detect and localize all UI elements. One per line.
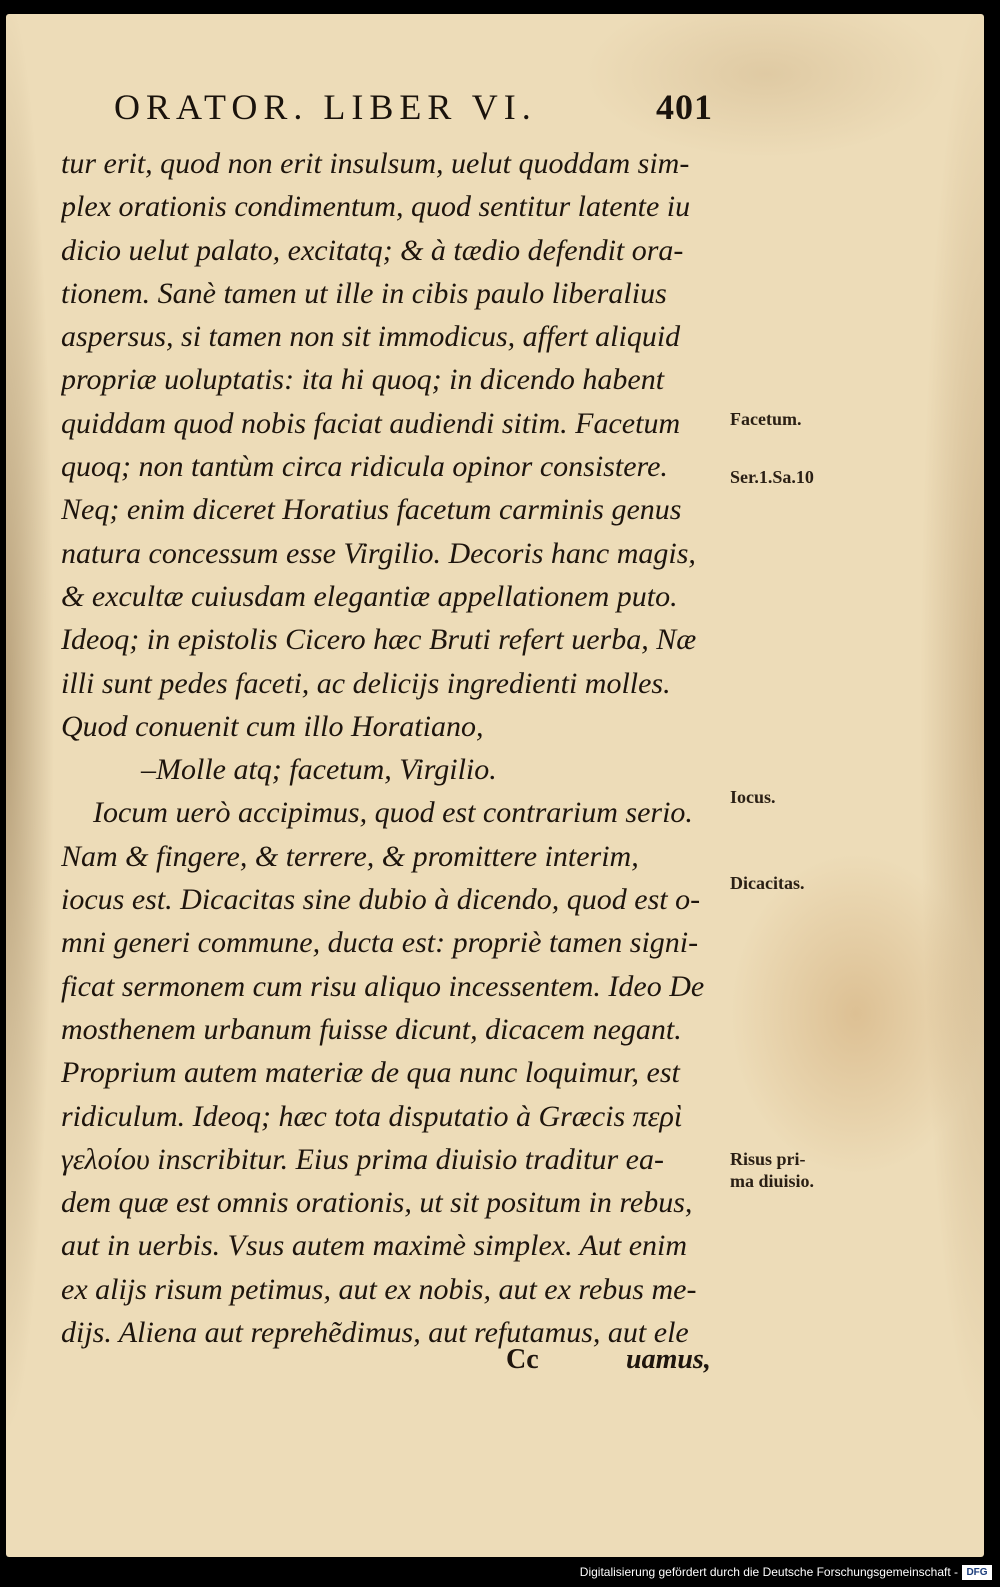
margin-note-dicacitas: Dicacitas. xyxy=(730,873,805,893)
paragraph-start-line: Iocum uerò accipimus, quod est contrarium serio. xyxy=(93,796,693,830)
text-line: illi sunt pedes faceti, ac delicijs ingredienti molles. xyxy=(61,666,671,700)
text-line: γελοίου inscribitur. Eius prima diuisio traditur ea- xyxy=(61,1142,664,1176)
text-line: ridiculum. Ideoq; hæc tota disputatio à Græcis περὶ xyxy=(61,1099,683,1133)
text-line: ficat sermonem cum risu aliquo incessentem. Ideo De xyxy=(61,969,705,1003)
main-text-block xyxy=(61,142,741,1354)
margin-note-iocus: Iocus. xyxy=(730,787,776,807)
dfg-logo: DFG xyxy=(962,1565,992,1580)
text-line: dem quæ est omnis orationis, ut sit positum in rebus, xyxy=(61,1186,693,1220)
text-line: mni generi commune, ducta est: propriè tamen signi- xyxy=(61,926,699,960)
text-line: quoq; non tantùm circa ridicula opinor consistere. xyxy=(61,450,668,484)
margin-note-facetum: Facetum. xyxy=(730,409,802,429)
signature-mark: Cc xyxy=(506,1344,539,1375)
text-line: Proprium autem materiæ de qua nunc loquimur, est xyxy=(61,1056,680,1090)
text-line: quiddam quod nobis faciat audiendi sitim. Facetum xyxy=(61,406,681,440)
margin-note-ser-ref: Ser.1.Sa.10 xyxy=(730,467,814,487)
text-line: aspersus, si tamen non sit immodicus, affert aliquid xyxy=(61,320,681,354)
text-line: natura concessum esse Virgilio. Decoris hanc magis, xyxy=(61,536,696,570)
footer-bar xyxy=(0,1562,1000,1587)
text-line: Neq; enim diceret Horatius facetum carminis genus xyxy=(61,493,682,527)
page-number: 401 xyxy=(656,87,713,127)
margin-note-risus-2: ma diuisio. xyxy=(730,1171,815,1191)
book-page xyxy=(6,14,984,1557)
text-line: Ideoq; in epistolis Cicero hæc Bruti refert uerba, Næ xyxy=(61,623,697,657)
text-line: Nam & fingere, & terrere, & promittere interim, xyxy=(61,839,639,873)
margin-note-risus-1: Risus pri- xyxy=(730,1149,806,1169)
footer-credit: Digitalisierung gefördert durch die Deutsche Forschungsgemeinschaft - xyxy=(579,1565,958,1579)
catchword: uamus, xyxy=(626,1344,711,1375)
text-line: dijs. Aliena aut reprehẽdimus, aut refutamus, aut ele xyxy=(61,1316,689,1350)
text-line: aut in uerbis. Vsus autem maximè simplex. Aut enim xyxy=(61,1229,688,1263)
text-line: iocus est. Dicacitas sine dubio à dicendo, quod est o- xyxy=(61,883,701,917)
text-line: dicio uelut palato, excitatq; & à tædio defendit ora- xyxy=(61,233,684,267)
text-line: tur erit, quod non erit insulsum, uelut quoddam sim- xyxy=(61,147,690,180)
text-line: plex orationis condimentum, quod sentitur latente iu xyxy=(61,190,691,224)
running-header xyxy=(114,86,714,136)
text-line: & excultæ cuiusdam elegantiæ appellationem puto. xyxy=(61,579,678,613)
running-title: ORATOR. LIBER VI. xyxy=(114,87,537,127)
quote-line: –Molle atq; facetum, Virgilio. xyxy=(141,753,497,787)
text-line: ex alijs risum petimus, aut ex nobis, aut ex rebus me- xyxy=(61,1272,697,1306)
text-line: Quod conuenit cum illo Horatiano, xyxy=(61,709,484,743)
text-line: propriæ uoluptatis: ita hi quoq; in dicendo habent xyxy=(61,363,665,397)
text-line: tionem. Sanè tamen ut ille in cibis paulo liberalius xyxy=(61,276,667,310)
text-line: mosthenem urbanum fuisse dicunt, dicacem negant. xyxy=(61,1012,682,1046)
